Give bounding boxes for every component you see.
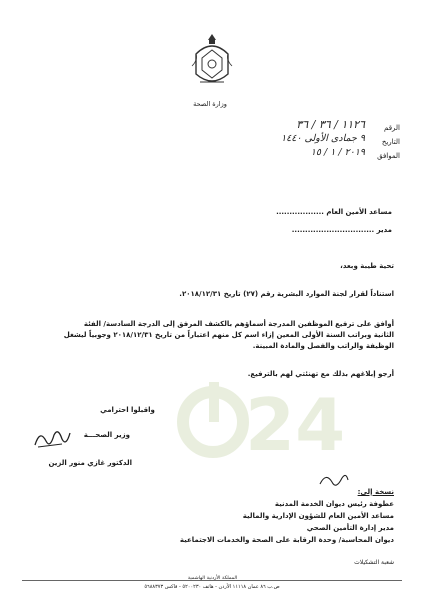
paragraph-1: استناداً لقرار لجنة الموارد البشرية رقم (٢٧) تاريخ ٢٠١٨/١٢/٣١. bbox=[179, 290, 394, 298]
paragraph-2-line-2: الثانية وبراتب السنة الأولى المعين إزاء اسم كل منهم اعتباراً من تاريخ ٢٠١٨/١٢/٣١ وجوبياً ليشغل bbox=[63, 331, 394, 339]
paragraph-2-line-3: الوظيفة والراتب والفصل والمادة المبينة. bbox=[252, 342, 394, 350]
ministry-name: وزارة الصحة bbox=[193, 100, 227, 108]
section-name: شعبة التشكيلات bbox=[354, 559, 394, 566]
copies-heading: نسخة إلى: bbox=[357, 488, 394, 496]
date-label: التاريخ bbox=[381, 138, 400, 146]
equiv-value: ٢٠١٩ / ١ / ١٥ bbox=[310, 147, 365, 158]
closing: واقبلوا احترامي bbox=[100, 406, 155, 414]
greeting: تحية طيبة وبعد، bbox=[340, 262, 394, 270]
footer-line-2: ص.ب ٨٦ عمان ١١١١٨ الأردن - هاتف ٥٢٠٠٢٣٠ - فاكس ٥٦٨٨٣٧٣ bbox=[144, 584, 280, 590]
copy-item-4: ديوان المحاسبة/ وحدة الرقابة على الصحة والخدمات الاجتماعية bbox=[179, 536, 394, 544]
minister-signature bbox=[32, 425, 72, 451]
addressee-line-1: مساعد الأمين العام .................. bbox=[276, 208, 392, 216]
copy-item-3: مدير إدارة التأمين الصحي bbox=[306, 524, 394, 532]
copy-item-2: مساعد الأمين العام للشؤون الإدارية والمالية bbox=[242, 512, 394, 520]
date-value: ٩ جمادى الأولى ١٤٤٠ bbox=[281, 133, 365, 144]
signatory-title: وزير الصحـــة bbox=[83, 431, 130, 439]
coat-of-arms-emblem bbox=[188, 30, 236, 90]
paragraph-3: أرجو إبلاغهم بذلك مع تهنئتي لهم بالترفيع. bbox=[247, 370, 394, 378]
watermark-text: 24 bbox=[245, 383, 346, 467]
addressee-line-2: مدير ............................... bbox=[291, 226, 392, 234]
footer-line-1: المملكة الأردنية الهاشمية bbox=[187, 576, 238, 581]
ref-value: ١١٢٦ / ٣٦ / ٣٦ bbox=[296, 118, 365, 131]
paragraph-2-line-1: أوافق على ترفيع الموظفين المدرجة أسماؤهم بالكشف المرفق إلى الدرجة السادسة/ الفئة bbox=[83, 320, 394, 328]
copy-item-1: عطوفة رئيس ديوان الخدمة المدنية bbox=[274, 500, 394, 508]
ref-label: الرقم bbox=[384, 124, 400, 132]
equiv-label: الموافق bbox=[377, 152, 400, 160]
signatory-name: الدكتور غازي منور الزين bbox=[48, 459, 132, 467]
watermark-logo bbox=[175, 362, 346, 472]
